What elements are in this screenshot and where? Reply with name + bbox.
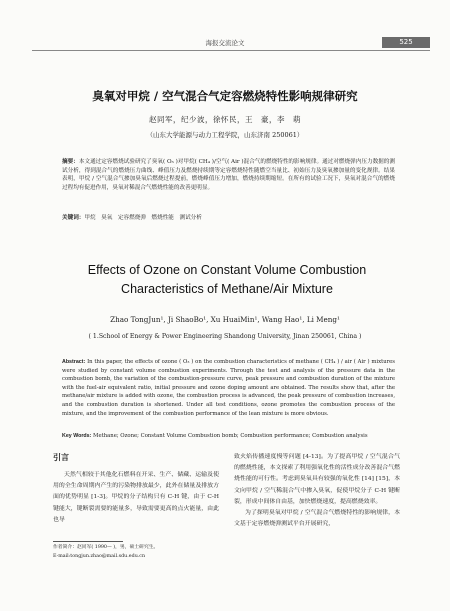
introduction-paragraph: 天然气相较于其他化石燃料在开采、生产、储藏、运输及使用的全生命周期内产生的污染物排放最少，此外在储量及排放方面的优势明显 [1-3]。甲烷的分子结构只有 C-H 键，由于 C-H 键能大，键断裂需要的能量多，导致需要更高的点火能量，由此也导 [53,472,219,523]
journal-section-header: 海报交流论文 [205,39,245,47]
body-column-right [234,452,400,530]
chinese-abstract-label: 摘要： [62,159,79,165]
english-abstract-label: Abstract: [62,359,86,365]
footnote-rule [53,541,123,542]
english-keywords-label: Key Words: [62,433,92,439]
chinese-authors: 赵同军，纪少波，徐怀民，王 豪，李 萌 [149,115,301,124]
page-number: 525 [382,37,430,48]
english-keywords [62,432,395,441]
author-email: E-mail:tongjun.zhao@mail.sdu.edu.cn [53,553,146,559]
author-info: 作者简介：赵同军( 1990— )，男，硕士研究生。 [53,545,159,550]
chinese-abstract [62,158,395,192]
chinese-affiliation: （山东大学能源与动力工程学院，山东济南 250061） [146,131,304,139]
chinese-title: 臭氧对甲烷 / 空气混合气定容燃烧特性影响规律研究 [92,89,358,103]
english-abstract-text: In this paper, the effects of ozone ( O₃ ) on the combustion characteristics of methane ( CH₄ ) / air ( Air ) mixtures were studied by constant volume combustion experiments. Through the test and analysis of the pressure data in the combustion bomb, the variation of the combustion-pressure curve, peak pressure and combustion duration of the mixture with the fuel-air equivalent ratio, initial pressure and ozone doping amount are obtained. The results show that, after the methane/air mixture is added with ozone, the combustion process is advanced, the peak pressure of combustion increases, and the combustion duration is shortened. Under all test conditions, ozone promotes the combustion process of the mixture, and the improvement of the combustion performance of the lean mixture is more obvious. [62,359,395,417]
body-column-left [53,452,219,526]
english-affiliation: ( 1.School of Energy & Power Engineering Shandong University, Jinan 250061, China ) [88,333,362,340]
chinese-keywords-text: 甲烷 臭氧 定容燃烧弹 燃烧性能 测试分析 [84,215,202,221]
chinese-keywords-label: 关键词： [62,215,85,221]
chinese-abstract-text: 本文通过定容燃烧试验研究了臭氧( O₃ )对甲烷( CH₄ )/空气( Air )混合气的燃烧特性的影响规律。通过对燃烧弹内压力数据的测试分析，得到混合气的燃烧压力曲线、峰值压力及燃烧持续期等定容燃烧特性随燃空当量比、初始压力及臭氧掺加量的变化规律。结果表明，甲烷 / 空气混合气掺加臭氧后燃烧过程提前，燃烧峰值压力增加，燃烧持续期缩短。在所有的试验工况下，臭氧对混合气的燃烧过程均有促进作用，臭氧对稀混合气燃烧性能的改善更明显。 [62,159,395,191]
english-keywords-text: Methane; Ozone; Constant Volume Combustion bomb; Combustion performance; Combustion analysis [93,433,368,439]
chinese-keywords [62,214,395,223]
header-rule [32,50,430,51]
introduction-paragraph-2: 为了探明臭氧对甲烷 / 空气混合气燃烧特性的影响规律，本文基于定容燃烧弹测试平台开展研究， [234,510,400,528]
english-title: Effects of Ozone on Constant Volume Combustion Characteristics of Methane/Air Mixture [87,263,367,296]
introduction-heading: 引言 [53,453,69,462]
author-footnote [53,544,219,562]
english-authors: Zhao TongJun¹, Ji ShaoBo¹, Xu HuaiMin¹, Wang Hao¹, Li Meng¹ [110,315,340,324]
introduction-paragraph-continued: 致火焰传播速度慢等问题 [4-13]。为了提高甲烷 / 空气混合气的燃烧性能，本文探索了利用强氧化性的活性成分改善混合气燃烧性能的可行性。考虑到臭氧具有较强的氧化性 [14] [15]，本文向甲烷 / 空气稀混合气中掺入臭氧，促使甲烷分子 C-H 键断裂，形成中间体自由基，加快燃烧速度，提高燃烧效率。 [234,454,400,505]
english-abstract [62,358,395,418]
